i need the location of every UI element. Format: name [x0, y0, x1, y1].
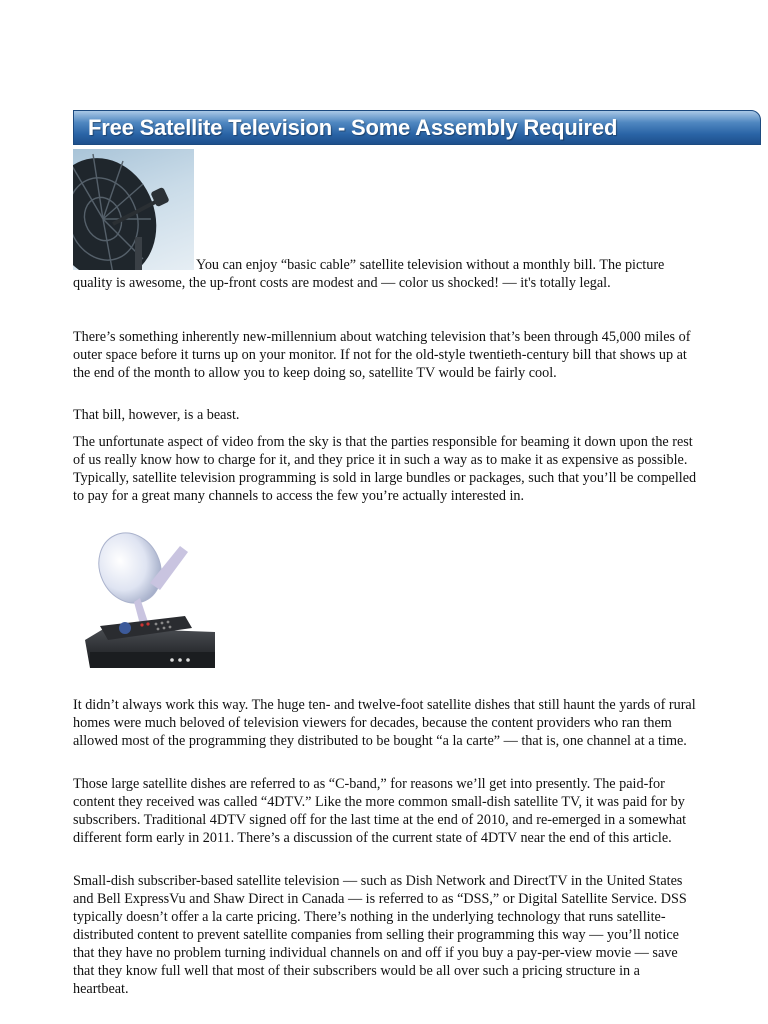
paragraph-c-band: Those large satellite dishes are referred to as “C-band,” for reasons we’ll get into presently. The paid-for content they received was called “4DTV.” Like the more common small-dish satellite TV, it was paid for by subscribers. Traditional 4DTV signed off for the last time at the end of 2010, and re-emerged in a somewhat different form early in 2011. There’s a discussion of the current state of 4DTV near the end of this article. — [73, 776, 687, 846]
article-banner — [73, 110, 761, 145]
paragraph-dss: Small-dish subscriber-based satellite television — such as Dish Network and DirectTV in the United States and Bell ExpressVu and Shaw Direct in Canada — is referred to as “DSS,” or Digital Satellite Service. DSS typically doesn’t offer a la carte pricing. There’s nothing in the underlying technology that runs satellite-distributed content to prevent satellite companies from selling their programming this way — you’ll notice that they have no problem turning individual channels on and off if you buy a pay-per-view movie — save that they know full well that most of their subscribers would be all over such a pricing structure in a heartbeat. — [73, 873, 687, 997]
paragraph-intro — [73, 256, 698, 292]
article-title: Free Satellite Television - Some Assembly Required — [88, 115, 618, 140]
paragraph-pricing: The unfortunate aspect of video from the sky is that the parties responsible for beaming it down upon the rest of us really know how to charge for it, and they price it in such a way as to make it as expensive as possible. Typically, satellite television programming is sold in large bundles or packages, such that you’ll be compelled to pay for a great many channels to access the few you’re actually interested in. — [73, 434, 697, 504]
satellite-receiver-photo — [80, 528, 220, 683]
paragraph-intro-text: You can enjoy “basic cable” satellite television without a monthly bill. The picture quality is awesome, the up-front costs are modest and — color us shocked! — it's totally legal. — [73, 257, 665, 291]
satellite-dish-photo — [73, 149, 194, 270]
paragraph-new-millennium: There’s something inherently new-millennium about watching television that’s been through 45,000 miles of outer space before it turns up on your monitor. If not for the old-style twentieth-century bill that shows up at the end of the month to allow you to keep doing so, satellite TV would be fairly cool. — [73, 329, 691, 381]
paragraph-a-la-carte: It didn’t always work this way. The huge ten- and twelve-foot satellite dishes that still haunt the yards of rural homes were much beloved of television viewers for decades, because the content providers who ran them allowed most of the programming they distributed to be bought “a la carte” — that is, one channel at a time. — [73, 697, 696, 749]
paragraph-bill: That bill, however, is a beast. — [73, 407, 240, 423]
